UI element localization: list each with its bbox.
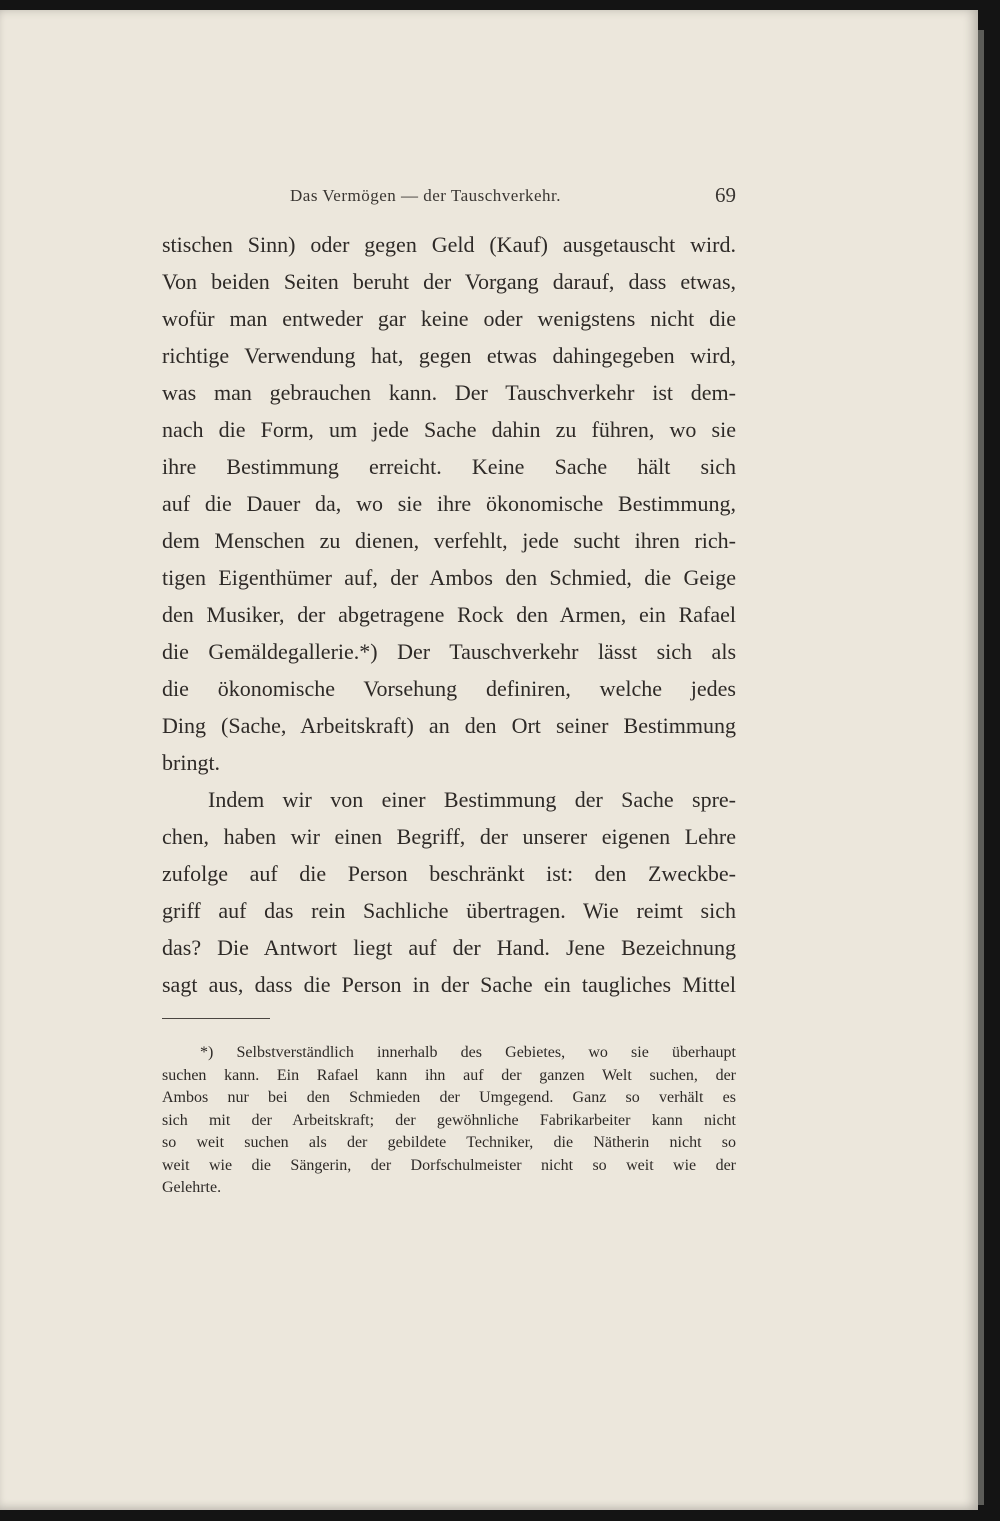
- body-line: Indem wir von einer Bestimmung der Sache spre-: [208, 787, 736, 812]
- body-line: richtige Verwendung hat, gegen etwas dahingegeben wird,: [162, 343, 736, 368]
- body-line: stischen Sinn) oder gegen Geld (Kauf) ausgetauscht wird.: [162, 232, 736, 257]
- footnote-line: Ambos nur bei den Schmieden der Umgegend. Ganz so verhält es: [162, 1089, 736, 1106]
- running-title: Das Vermögen — der Tauschverkehr.: [290, 186, 562, 205]
- body-line: zufolge auf die Person beschränkt ist: den Zweckbe-: [162, 861, 736, 886]
- body-line: griff auf das rein Sachliche übertragen. Wie reimt sich: [162, 898, 736, 923]
- footnote-rule: [162, 1018, 270, 1019]
- footnote-line: weit wie die Sängerin, der Dorfschulmeister nicht so weit wie der: [162, 1156, 736, 1174]
- page-number: 69: [715, 183, 736, 207]
- footnote: [162, 1042, 736, 1200]
- body-line: das? Die Antwort liegt auf der Hand. Jene Bezeichnung: [162, 935, 736, 960]
- body-line: wofür man entweder gar keine oder wenigstens nicht die: [162, 306, 736, 331]
- footnote-line: suchen kann. Ein Rafael kann ihn auf der ganzen Welt suchen, der: [162, 1066, 736, 1084]
- body-line: die Gemäldegallerie.*) Der Tauschverkehr lässt sich als: [162, 639, 736, 664]
- running-head: [162, 178, 736, 218]
- body-line: die ökonomische Vorsehung definiren, welche jedes: [162, 676, 736, 701]
- body-line: den Musiker, der abgetragene Rock den Armen, ein Rafael: [162, 602, 736, 627]
- body-line: tigen Eigenthümer auf, der Ambos den Schmied, die Geige: [162, 565, 736, 590]
- body-line: Ding (Sache, Arbeitskraft) an den Ort seiner Bestimmung: [162, 713, 736, 738]
- page-edge: [978, 30, 984, 1505]
- body-line: ihre Bestimmung erreicht. Keine Sache hält sich: [162, 454, 736, 479]
- body-line: Von beiden Seiten beruht der Vorgang darauf, dass etwas,: [162, 269, 736, 294]
- footnote-line: Gelehrte.: [162, 1179, 222, 1196]
- footnote-line: sich mit der Arbeitskraft; der gewöhnliche Fabrikarbeiter kann nicht: [162, 1111, 736, 1129]
- footnote-line: so weit suchen als der gebildete Techniker, die Nätherin nicht so: [162, 1134, 736, 1151]
- body-line: auf die Dauer da, wo sie ihre ökonomische Bestimmung,: [162, 491, 736, 516]
- body-line: was man gebrauchen kann. Der Tauschverkehr ist dem-: [162, 380, 736, 405]
- body-line: nach die Form, um jede Sache dahin zu führen, wo sie: [162, 417, 736, 442]
- body-text: [162, 226, 736, 1003]
- body-line: bringt.: [162, 750, 221, 775]
- footnote-line: *) Selbstverständlich innerhalb des Gebietes, wo sie überhaupt: [200, 1044, 736, 1061]
- body-line: sagt aus, dass die Person in der Sache ein taugliches Mittel: [162, 972, 736, 997]
- body-line: chen, haben wir einen Begriff, der unserer eigenen Lehre: [162, 824, 736, 849]
- body-line: dem Menschen zu dienen, verfehlt, jede sucht ihren rich-: [162, 528, 736, 553]
